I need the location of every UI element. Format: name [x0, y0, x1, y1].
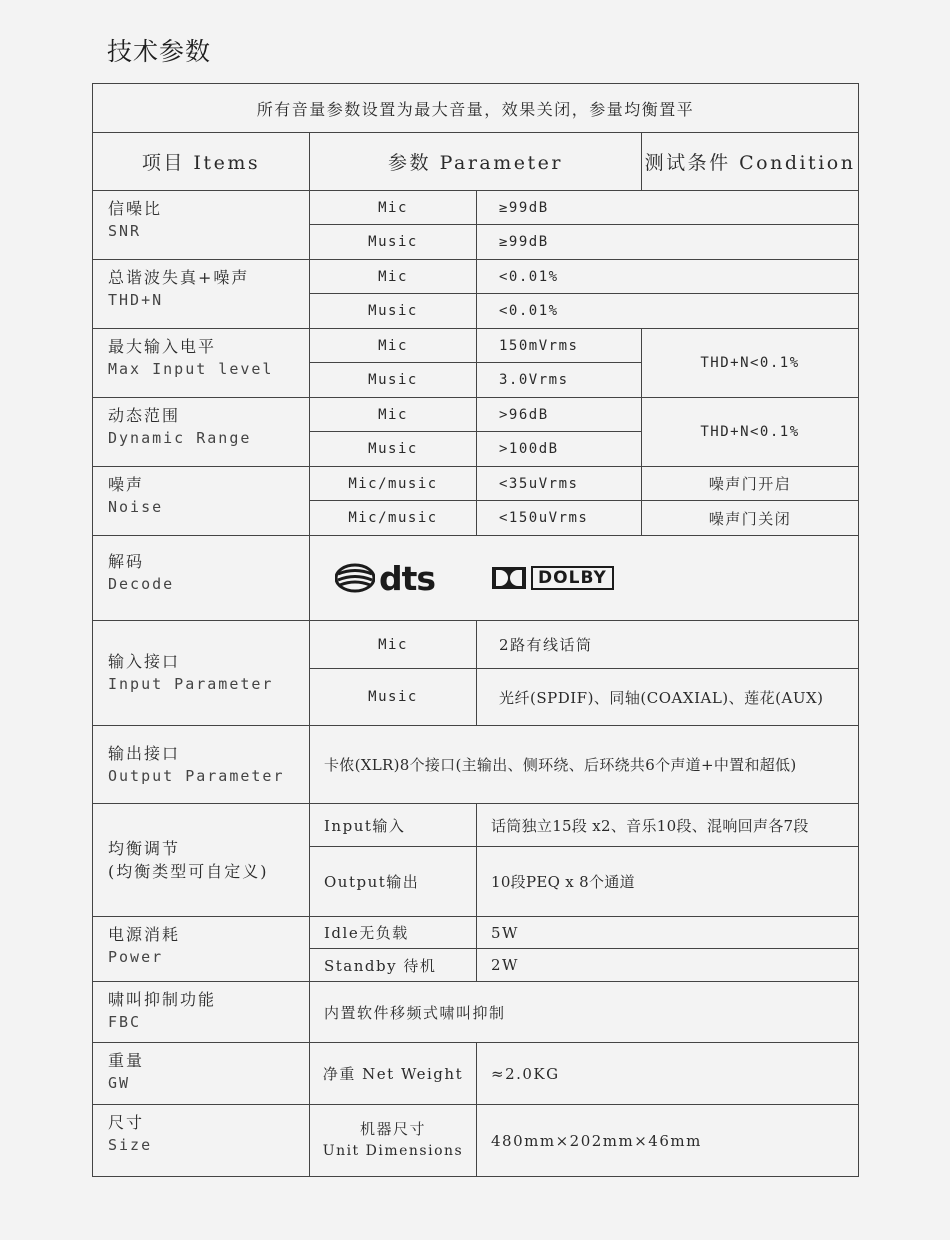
- header-items: 项目 Items: [93, 133, 310, 191]
- item-input-port: [93, 621, 310, 726]
- item-en: SNR: [108, 222, 142, 240]
- value-cell: 内置软件移频式啸叫抑制: [310, 982, 859, 1043]
- mode-cell: Mic: [310, 191, 477, 225]
- mode-cell: Mic: [310, 260, 477, 294]
- mode-cell: Music: [310, 432, 477, 467]
- label-cell: 净重 Net Weight: [310, 1043, 477, 1105]
- mode-cell: Output输出: [310, 847, 477, 917]
- item-dynamic-range: [93, 398, 310, 467]
- mode-cell: Music: [310, 363, 477, 398]
- table-row: [93, 621, 859, 669]
- table-note: 所有音量参数设置为最大音量，效果关闭，参量均衡置平: [93, 84, 859, 133]
- mode-cell: Music: [310, 225, 477, 260]
- item-thd: [93, 260, 310, 329]
- dts-logo-text: dts: [379, 558, 436, 598]
- table-row: [93, 917, 859, 949]
- table-row: [93, 329, 859, 363]
- table-row: [93, 982, 859, 1043]
- value-cell: 话筒独立15段 x2、音乐10段、混响回声各7段: [477, 804, 859, 847]
- table-row: [93, 1105, 859, 1177]
- dolby-double-d-icon: [491, 566, 527, 590]
- value-cell: <0.01%: [477, 294, 859, 329]
- item-cn: 均衡调节: [108, 839, 181, 858]
- table-row: [93, 804, 859, 847]
- value-cell: 480mm×202mm×46mm: [477, 1105, 859, 1177]
- item-noise: [93, 467, 310, 536]
- mode-cell: Mic: [310, 621, 477, 669]
- item-decode: [93, 536, 310, 621]
- mode-cell: Mic: [310, 329, 477, 363]
- mode-cell: Mic/music: [310, 501, 477, 536]
- label-cn: 机器尺寸: [359, 1120, 426, 1138]
- item-en: Dynamic Range: [108, 429, 252, 447]
- item-output-port: [93, 726, 310, 804]
- table-row: [93, 398, 859, 432]
- header-condition: 测试条件 Condition: [642, 133, 859, 191]
- mode-cell: Standby 待机: [310, 949, 477, 982]
- value-cell: <150uVrms: [477, 501, 642, 536]
- item-en: Max Input level: [108, 360, 274, 378]
- item-en: Noise: [108, 498, 164, 516]
- item-max-input: [93, 329, 310, 398]
- spec-table: [92, 83, 859, 1177]
- item-cn: 尺寸: [108, 1113, 145, 1132]
- item-cn: 最大输入电平: [108, 337, 217, 356]
- item-cn: 电源消耗: [108, 925, 181, 944]
- mode-cell: Mic/music: [310, 467, 477, 501]
- value-cell: >96dB: [477, 398, 642, 432]
- mode-cell: Input输入: [310, 804, 477, 847]
- item-cn: 输入接口: [108, 652, 181, 671]
- item-en: Decode: [108, 575, 175, 593]
- item-cn: 解码: [108, 552, 145, 571]
- header-parameter: 参数 Parameter: [310, 133, 642, 191]
- item-en: Power: [108, 948, 164, 966]
- value-cell: 5W: [477, 917, 859, 949]
- table-row: [93, 536, 859, 621]
- label-en: Unit Dimensions: [322, 1143, 464, 1159]
- value-cell: 150mVrms: [477, 329, 642, 363]
- dolby-logo-text: DOLBY: [531, 566, 614, 590]
- value-cell: 2路有线话筒: [477, 621, 859, 669]
- item-weight: [93, 1043, 310, 1105]
- item-eq: [93, 804, 310, 917]
- table-row: [93, 726, 859, 804]
- page-title: 技术参数: [107, 37, 212, 66]
- item-cn: 动态范围: [108, 406, 181, 425]
- value-cell: <35uVrms: [477, 467, 642, 501]
- item-cn: 总谐波失真+噪声: [108, 268, 250, 287]
- dolby-logo: [491, 566, 614, 590]
- dts-swirl-icon: [335, 563, 375, 593]
- table-header-row: [93, 133, 859, 191]
- item-en: THD+N: [108, 291, 164, 309]
- condition-cell: THD+N<0.1%: [642, 398, 859, 467]
- item-cn: 啸叫抑制功能: [108, 990, 217, 1009]
- condition-cell: 噪声门开启: [642, 467, 859, 501]
- table-row: [93, 260, 859, 294]
- item-cn: 输出接口: [108, 743, 181, 763]
- item-size: [93, 1105, 310, 1177]
- mode-cell: Music: [310, 669, 477, 726]
- item-cn: 噪声: [108, 475, 145, 494]
- item-en: Size: [108, 1136, 153, 1154]
- item-en: Output Parameter: [108, 766, 285, 785]
- label-cell: [310, 1105, 477, 1177]
- condition-cell: THD+N<0.1%: [642, 329, 859, 398]
- item-cn: 重量: [108, 1051, 145, 1070]
- table-row: [93, 191, 859, 225]
- value-cell: <0.01%: [477, 260, 859, 294]
- item-fbc: [93, 982, 310, 1043]
- value-cell: ≥99dB: [477, 191, 859, 225]
- table-row: [93, 1043, 859, 1105]
- item-snr: [93, 191, 310, 260]
- value-cell: 10段PEQ x 8个通道: [477, 847, 859, 917]
- mode-cell: Idle无负载: [310, 917, 477, 949]
- value-cell: 卡侬(XLR)8个接口(主输出、侧环绕、后环绕共6个声道+中置和超低): [310, 726, 859, 804]
- value-cell: ≥99dB: [477, 225, 859, 260]
- condition-cell: 噪声门关闭: [642, 501, 859, 536]
- dts-logo: [335, 558, 436, 598]
- value-cell: >100dB: [477, 432, 642, 467]
- decode-logos-cell: [310, 536, 859, 621]
- item-power: [93, 917, 310, 982]
- mode-cell: Mic: [310, 398, 477, 432]
- item-cn: 信噪比: [108, 199, 163, 218]
- table-note-row: [93, 84, 859, 133]
- mode-cell: Music: [310, 294, 477, 329]
- value-cell: ≈2.0KG: [477, 1043, 859, 1105]
- item-en: GW: [108, 1074, 131, 1092]
- value-cell: 2W: [477, 949, 859, 982]
- value-cell: 光纤(SPDIF)、同轴(COAXIAL)、莲花(AUX): [477, 669, 859, 726]
- value-cell: 3.0Vrms: [477, 363, 642, 398]
- item-cn-sub: (均衡类型可自定义): [108, 862, 269, 881]
- item-en: Input Parameter: [108, 675, 274, 693]
- item-en: FBC: [108, 1013, 142, 1031]
- table-row: [93, 467, 859, 501]
